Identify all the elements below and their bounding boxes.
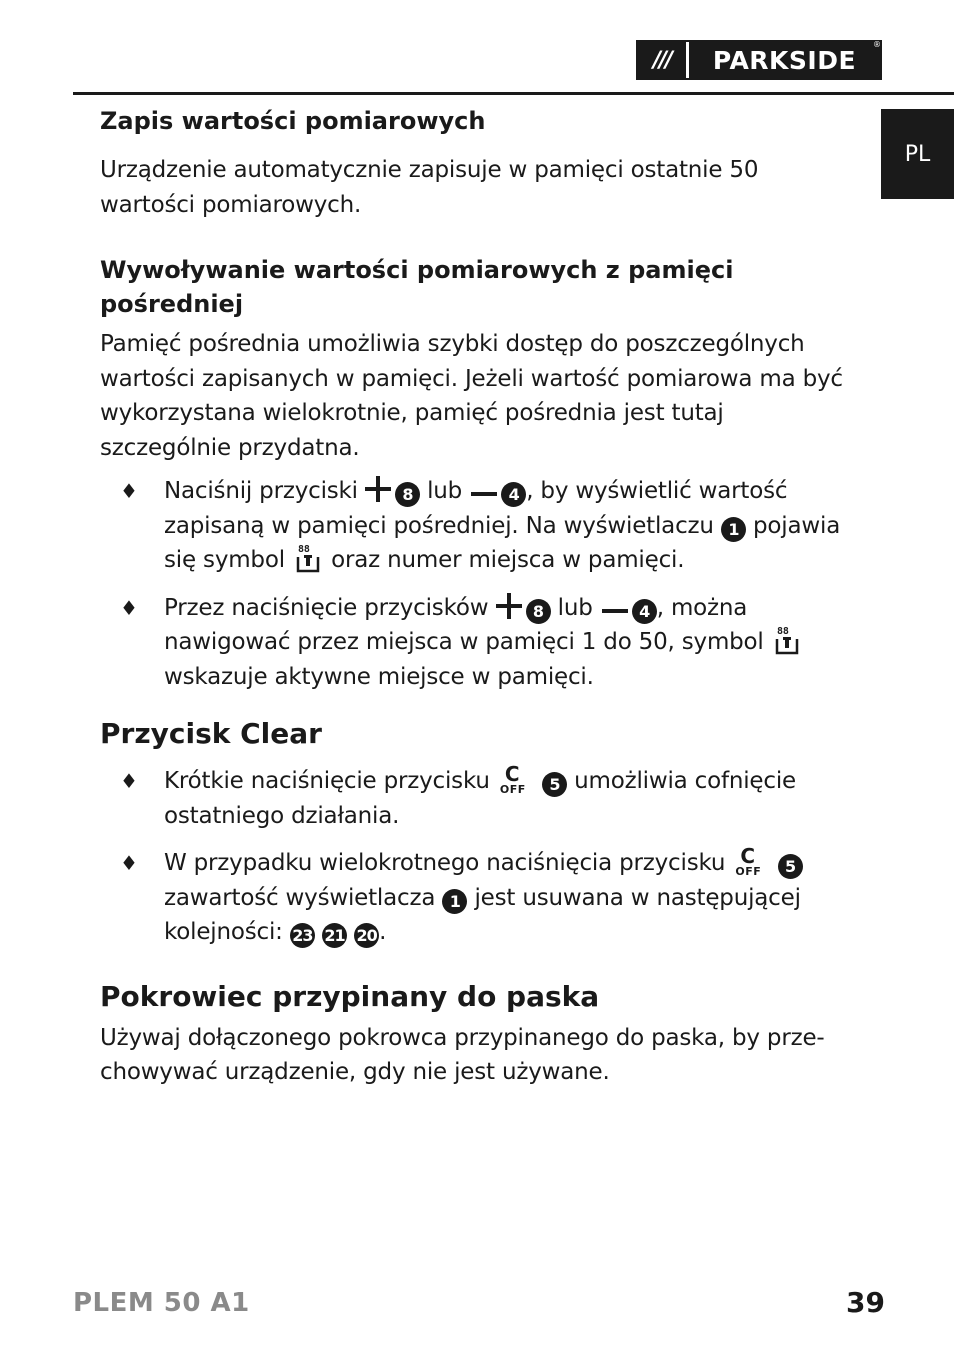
ref-number: 5 bbox=[542, 772, 567, 797]
bullet-item-recall-1 bbox=[100, 474, 852, 578]
bullet-text: Krótkie naciśnięcie przycisku bbox=[164, 768, 490, 794]
bullet-text: lub bbox=[427, 478, 463, 504]
bullet-diamond-icon: ♦ bbox=[120, 479, 138, 503]
bullet-item-clear-2 bbox=[100, 846, 852, 950]
bullet-diamond-icon: ♦ bbox=[120, 769, 138, 793]
plus-button-icon bbox=[496, 593, 522, 619]
bullet-text: zawartość wyświetlacza bbox=[164, 884, 436, 911]
paragraph-belt-pouch: Używaj dołączonego pokrowca przypinanego do paska, by prze-chowywać urządzenie, gdy nie jest używane. bbox=[100, 1024, 825, 1085]
language-code: PL bbox=[904, 141, 931, 167]
memory-symbol-icon bbox=[296, 543, 320, 573]
bullet-text: oraz numer miejsca w pamięci. bbox=[331, 547, 685, 573]
parkside-logo bbox=[636, 40, 882, 80]
bullet-text: , można nawigować przez miejsca w pamięci 1 do 50, symbol bbox=[164, 594, 764, 655]
bullet-text: , by wyświetlić wartość zapisaną w pamięci pośredniej. Na wyświetlaczu bbox=[164, 478, 788, 539]
bullet-text: Przez naciśnięcie przycisków bbox=[164, 594, 489, 621]
bullet-item-recall-2 bbox=[100, 591, 852, 695]
clear-off-button-icon bbox=[499, 762, 531, 798]
ref-number: 23 bbox=[290, 923, 315, 948]
ref-number: 20 bbox=[354, 923, 379, 948]
page-content bbox=[100, 104, 852, 1090]
bullet-diamond-icon: ♦ bbox=[120, 595, 138, 620]
bullet-text: . bbox=[379, 919, 387, 945]
section-heading-saving: Zapis wartości pomiarowych bbox=[100, 107, 486, 135]
language-tab bbox=[881, 109, 954, 199]
clear-c-label: C bbox=[504, 762, 520, 786]
bullet-text: jest usuwana w następującej kolejności: bbox=[164, 884, 801, 945]
header-rule bbox=[73, 92, 954, 95]
section-heading-clear: Przycisk Clear bbox=[100, 717, 322, 750]
clear-off-label: OFF bbox=[499, 783, 526, 796]
minus-button-icon bbox=[602, 609, 628, 613]
ref-number: 8 bbox=[395, 482, 420, 507]
ref-number: 21 bbox=[322, 923, 347, 948]
ref-number: 1 bbox=[442, 889, 467, 914]
page-number: 39 bbox=[846, 1286, 885, 1319]
ref-number: 4 bbox=[501, 482, 526, 507]
bullet-text: pojawia się symbol bbox=[164, 512, 841, 573]
ref-number: 1 bbox=[721, 517, 746, 542]
bullet-text: wskazuje aktywne miejsce w pamięci. bbox=[164, 663, 594, 690]
bullet-text: Naciśnij przyciski bbox=[164, 478, 358, 504]
bullet-text: umożliwia cofnięcie ostatniego działania. bbox=[164, 768, 796, 829]
bullet-item-clear-1 bbox=[100, 764, 852, 833]
minus-button-icon bbox=[471, 492, 497, 496]
bullet-diamond-icon: ♦ bbox=[120, 851, 138, 875]
clear-off-button-icon bbox=[735, 844, 766, 880]
logo-wordmark bbox=[689, 42, 880, 78]
clear-off-label: OFF bbox=[735, 865, 762, 878]
ref-number: 4 bbox=[632, 599, 657, 624]
ref-number: 5 bbox=[778, 854, 803, 879]
paragraph-saving: Urządzenie automatycznie zapisuje w pamięci ostatnie 50 wartości pomiarowych. bbox=[100, 157, 759, 218]
registered-mark: ® bbox=[873, 40, 881, 49]
svg-text:88: 88 bbox=[298, 544, 310, 555]
paragraph-recall: Pamięć pośrednia umożliwia szybki dostęp do poszczególnych wartości zapisanych w pamięci. Jeżeli wartość pomiarowa ma być wykorzystana wielokrotnie, pamięć pośrednia jest tutaj szczególnie przydatna. bbox=[100, 331, 843, 461]
footer-model: PLEM 50 A1 bbox=[73, 1288, 250, 1318]
ref-number: 8 bbox=[526, 599, 551, 624]
bullet-text: W przypadku wielokrotnego naciśnięcia przycisku bbox=[164, 850, 726, 876]
bullet-text: lub bbox=[557, 594, 593, 621]
section-heading-belt-pouch: Pokrowiec przypinany do paska bbox=[100, 979, 600, 1013]
section-heading-recall: Wywoływanie wartości pomiarowych z pamięci pośredniej bbox=[100, 256, 734, 318]
logo-slashes: /// bbox=[638, 42, 686, 78]
clear-c-label: C bbox=[740, 844, 755, 868]
svg-text:88: 88 bbox=[776, 626, 789, 637]
memory-symbol-icon bbox=[775, 625, 799, 655]
plus-button-icon bbox=[365, 476, 391, 502]
logo-text: PARKSIDE bbox=[712, 45, 857, 75]
